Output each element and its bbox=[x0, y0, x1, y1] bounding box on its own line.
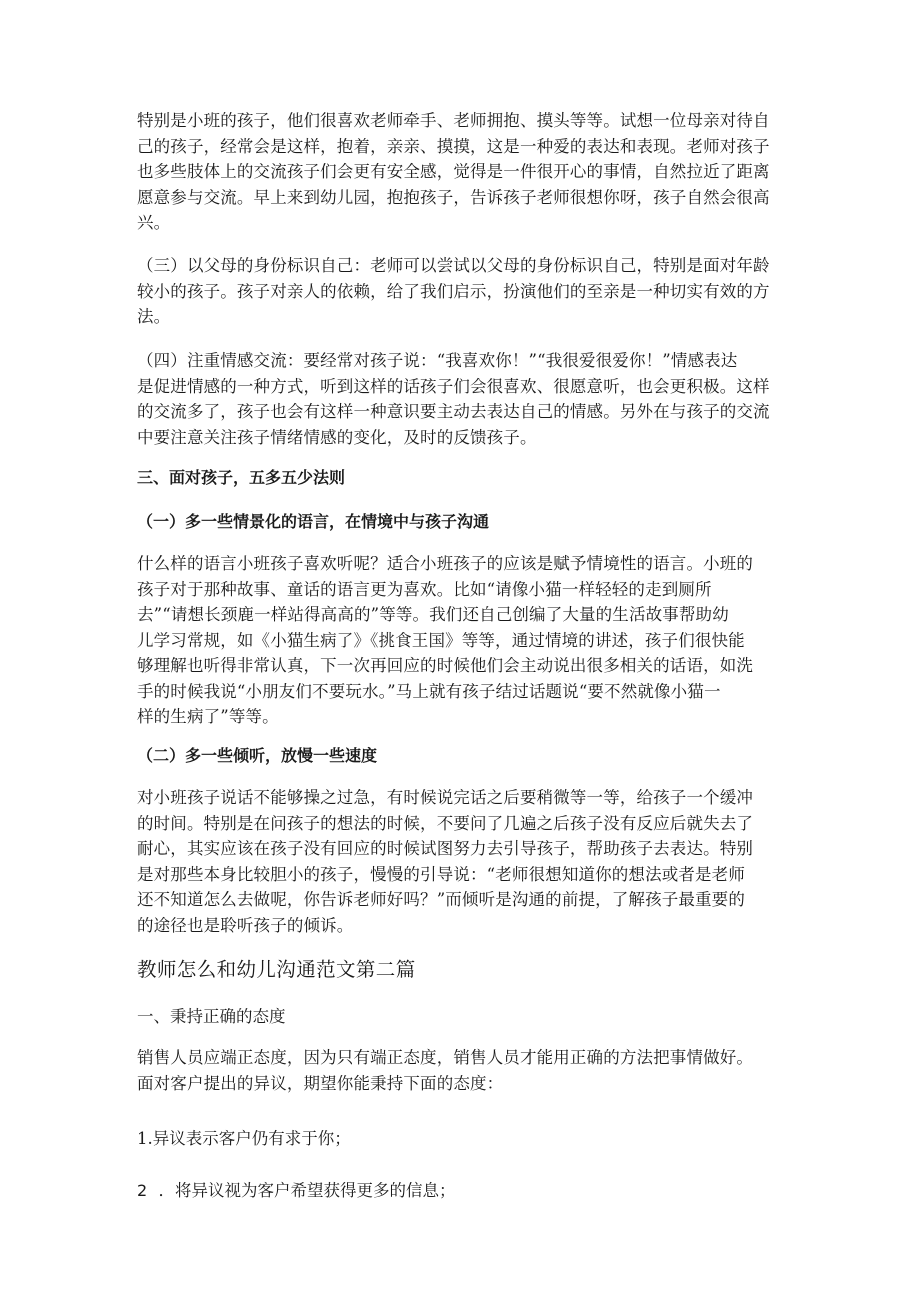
text-line: 愿意参与交流。早上来到幼儿园，抱抱孩子，告诉孩子老师很想你呀，孩子自然会很高 bbox=[137, 187, 770, 207]
text-line: 什么样的语言小班孩子喜欢听呢？适合小班孩子的应该是赋予情境性的语言。小班的 bbox=[137, 554, 754, 573]
paragraph-parent-identity bbox=[137, 253, 770, 330]
list-item-number: 2 bbox=[137, 1181, 148, 1200]
text-line: 较小的孩子。孩子对亲人的依赖，给了我们启示，扮演他们的至亲是一种切实有效的方 bbox=[137, 281, 770, 301]
subheading-situational-language: （一）多一些情景化的语言，在情境中与孩子沟通 bbox=[137, 512, 490, 531]
text-line: 的时间。特别是在问孩子的想法的时候，不要问了几遍之后孩子没有反应后就失去了 bbox=[137, 813, 754, 833]
text-line: 的交流多了，孩子也会有这样一种意识要主动去表达自己的情感。另外在与孩子的交流 bbox=[137, 402, 770, 421]
text-line: 销售人员应端正态度，因为只有端正态度，销售人员才能用正确的方法把事情做好。 bbox=[137, 1048, 754, 1067]
section-heading-five-rules: 三、面对孩子，五多五少法则 bbox=[137, 468, 346, 487]
text-line: 对小班孩子说话不能够操之过急，有时候说完话之后要稍微等一等，给孩子一个缓冲 bbox=[137, 788, 754, 807]
text-line: 的途径也是聆听孩子的倾诉。 bbox=[137, 915, 354, 935]
text-line: 中要注意关注孩子情绪情感的变化，及时的反馈孩子。 bbox=[137, 427, 537, 447]
text-line: 孩子对于那种故事、童话的语言更为喜欢。比如“请像小猫一样轻轻的走到厕所 bbox=[137, 579, 712, 599]
text-line: 是对那些本身比较胆小的孩子，慢慢的引导说：“老师很想知道你的想法或者是老师 bbox=[137, 864, 745, 884]
text-line: 手的时候我说“小朋友们不要玩水。”马上就有孩子结过话题说“要不然就像小猫一 bbox=[137, 681, 721, 701]
text-line: 兴。 bbox=[137, 213, 171, 232]
text-line: （四）注重情感交流：要经常对孩子说：“我喜欢你！”“我很爱很爱你！”情感表达 bbox=[137, 351, 738, 370]
paragraph-sales-attitude bbox=[137, 1045, 753, 1096]
text-line: 耐心，其实应该在孩子没有回应的时候试图努力去引导孩子，帮助孩子去表达。特别 bbox=[137, 839, 754, 858]
paragraph-listening bbox=[137, 785, 753, 938]
text-line: 法。 bbox=[137, 307, 171, 326]
text-line: 儿学习常规，如《小猫生病了》《挑食王国》等等，通过情境的讲述，孩子们很快能 bbox=[137, 630, 745, 650]
text-line: 是促进情感的一种方式，听到这样的话孩子们会很喜欢、很愿意听，也会更积极。这样 bbox=[137, 376, 770, 396]
subheading-listening: （二）多一些倾听，放慢一些速度 bbox=[137, 746, 378, 765]
paragraph-physical-contact bbox=[137, 108, 770, 236]
text-line: 样的生病了”等等。 bbox=[137, 707, 279, 726]
list-item-text: ．将异议视为客户希望获得更多的信息； bbox=[158, 1181, 456, 1200]
paragraph-situational-language bbox=[137, 551, 753, 730]
text-line: 还不知道怎么去做呢，你告诉老师好吗？”而倾听是沟通的前提，了解孩子最重要的 bbox=[137, 890, 745, 909]
list-item-2 bbox=[137, 1178, 455, 1203]
text-line: 也多些肢体上的交流孩子们会更有安全感，觉得是一件很开心的事情，自然拉近了距离 bbox=[137, 162, 770, 181]
text-line: 己的孩子，经常会是这样，抱着，亲亲、摸摸，这是一种爱的表达和表现。老师对孩子 bbox=[137, 136, 770, 156]
list-item-1: 1.异议表示客户仍有求于你； bbox=[137, 1129, 351, 1148]
document-title-second-article: 教师怎么和幼儿沟通范文第二篇 bbox=[137, 958, 416, 981]
text-line: 特别是小班的孩子，他们很喜欢老师牵手、老师拥抱、摸头等等。试想一位母亲对待自 bbox=[137, 111, 770, 130]
text-line: （三）以父母的身份标识自己：老师可以尝试以父母的身份标识自己，特别是面对年龄 bbox=[137, 256, 770, 275]
text-line: 去”“请想长颈鹿一样站得高高的”等等。我们还自己创编了大量的生活故事帮助幼 bbox=[137, 605, 729, 624]
paragraph-emotional-communication bbox=[137, 348, 770, 450]
subheading-correct-attitude: 一、秉持正确的态度 bbox=[137, 1007, 286, 1026]
text-line: 面对客户提出的异议，期望你能秉持下面的态度： bbox=[137, 1073, 504, 1093]
text-line: 够理解也听得非常认真，下一次再回应的时候他们会主动说出很多相关的话语，如洗 bbox=[137, 656, 754, 675]
